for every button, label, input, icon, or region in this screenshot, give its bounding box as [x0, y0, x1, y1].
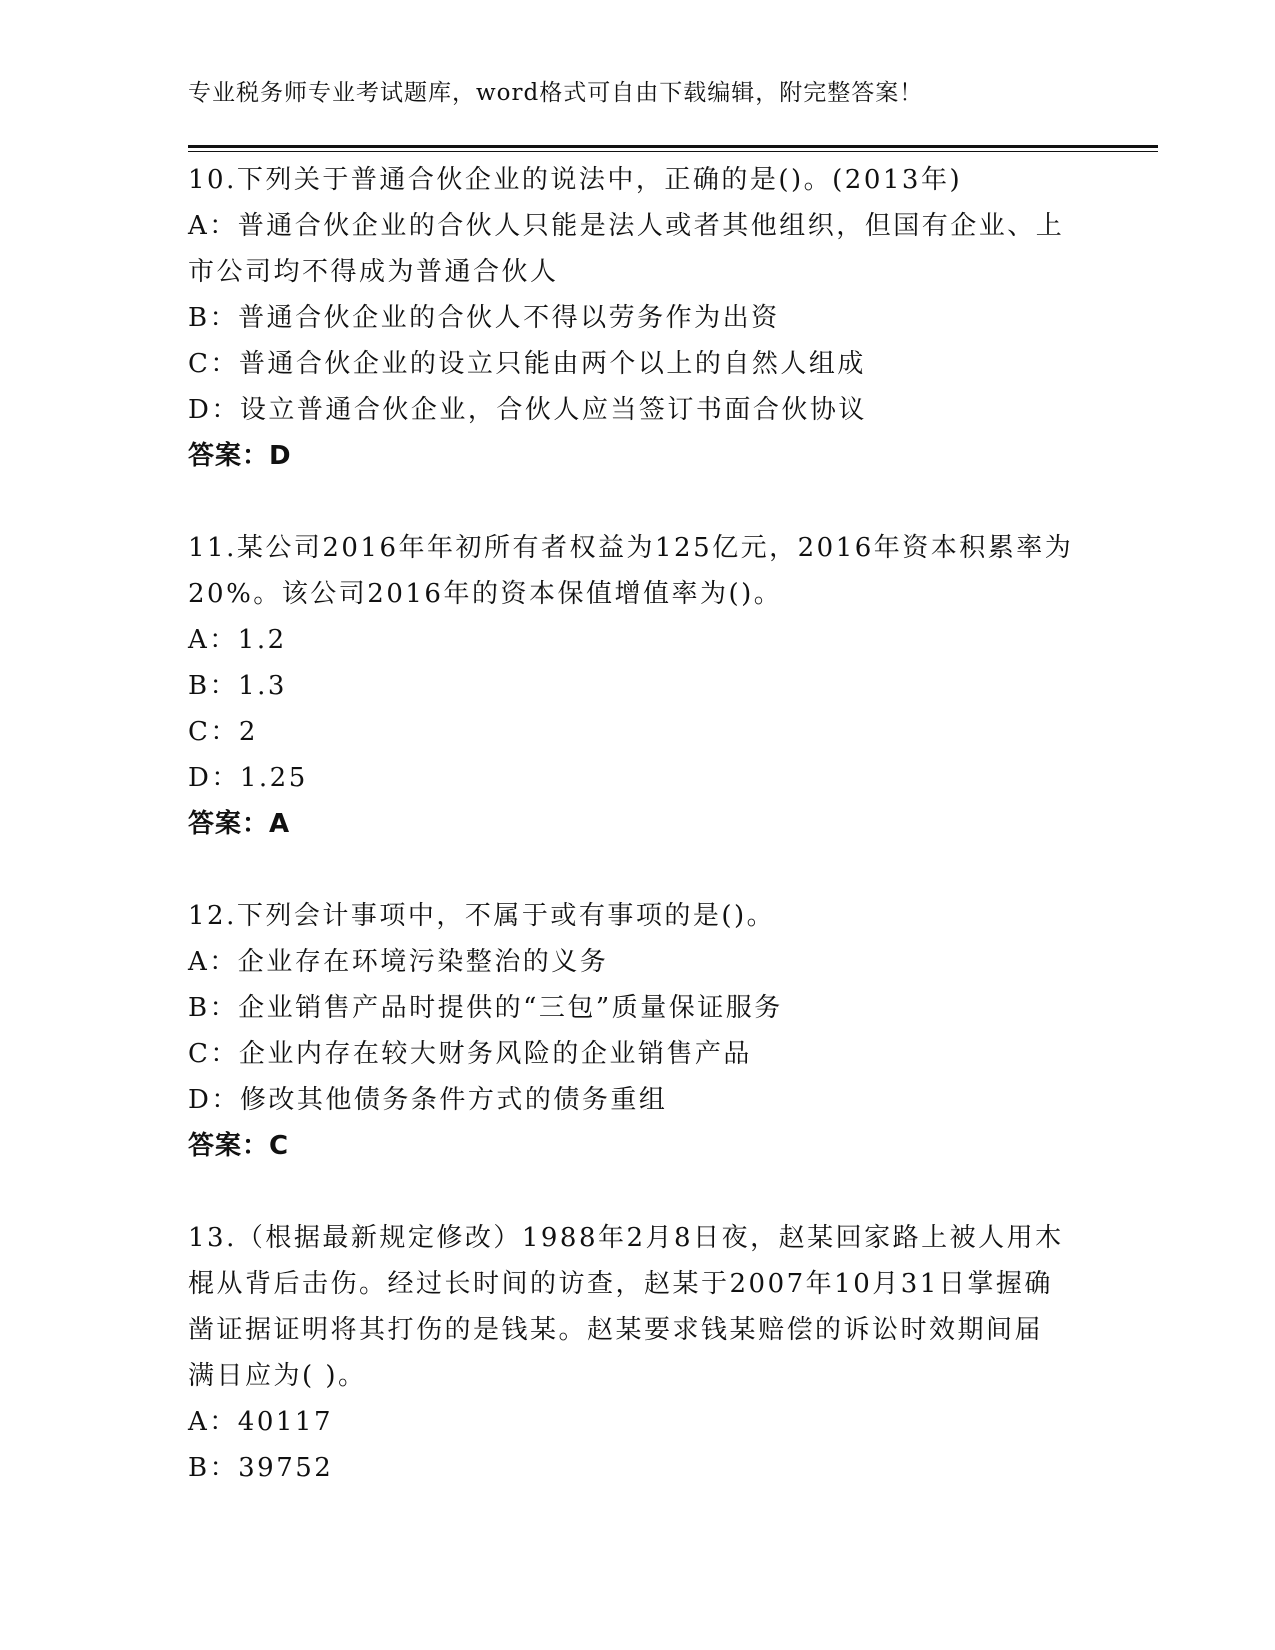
option-b: B：1.3	[188, 671, 287, 701]
header-rule-thick	[188, 145, 1158, 148]
answer: 答案：D	[188, 441, 292, 471]
question-11	[188, 525, 1088, 847]
answer: 答案：A	[188, 809, 291, 839]
header-rule-thin	[188, 151, 1158, 152]
option-b: B：39752	[188, 1453, 334, 1483]
option-a: A：企业存在环境污染整治的义务	[188, 947, 609, 977]
answer: 答案：C	[188, 1131, 290, 1161]
option-b: B：普通合伙企业的合伙人不得以劳务作为出资	[188, 303, 780, 333]
question-stem-continued: 满日应为( )。	[188, 1361, 367, 1391]
question-12	[188, 893, 1088, 1169]
option-b: B：企业销售产品时提供的“三包”质量保证服务	[188, 993, 783, 1023]
question-10	[188, 157, 1088, 479]
option-a-continued: 市公司均不得成为普通合伙人	[188, 257, 559, 287]
spacer	[188, 1169, 1088, 1215]
option-d: D：1.25	[188, 763, 308, 793]
question-stem: 13.（根据最新规定修改）1988年2月8日夜，赵某回家路上被人用木	[188, 1223, 1064, 1253]
option-d: D：设立普通合伙企业，合伙人应当签订书面合伙协议	[188, 395, 867, 425]
question-stem-continued: 棍从背后击伤。经过长时间的访查，赵某于2007年10月31日掌握确	[188, 1269, 1053, 1299]
spacer	[188, 479, 1088, 525]
question-stem-continued: 20%。该公司2016年的资本保值增值率为()。	[188, 579, 783, 609]
option-d: D：修改其他债务条件方式的债务重组	[188, 1085, 668, 1115]
option-a: A：普通合伙企业的合伙人只能是法人或者其他组织，但国有企业、上	[188, 211, 1065, 241]
option-c: C：普通合伙企业的设立只能由两个以上的自然人组成	[188, 349, 866, 379]
spacer	[188, 847, 1088, 893]
question-stem: 11.某公司2016年年初所有者权益为125亿元，2016年资本积累率为	[188, 533, 1074, 563]
header-text: 专业税务师专业考试题库，word格式可自由下载编辑，附完整答案！	[188, 80, 924, 106]
option-a: A：40117	[188, 1407, 333, 1437]
question-13	[188, 1215, 1088, 1491]
option-c: C：2	[188, 717, 258, 747]
option-c: C：企业内存在较大财务风险的企业销售产品	[188, 1039, 752, 1069]
question-stem: 12.下列会计事项中，不属于或有事项的是()。	[188, 901, 776, 931]
question-stem: 10.下列关于普通合伙企业的说法中，正确的是()。(2013年)	[188, 165, 963, 195]
question-list	[188, 157, 1088, 1491]
option-a: A：1.2	[188, 625, 287, 655]
question-stem-continued: 凿证据证明将其打伤的是钱某。赵某要求钱某赔偿的诉讼时效期间届	[188, 1315, 1044, 1345]
